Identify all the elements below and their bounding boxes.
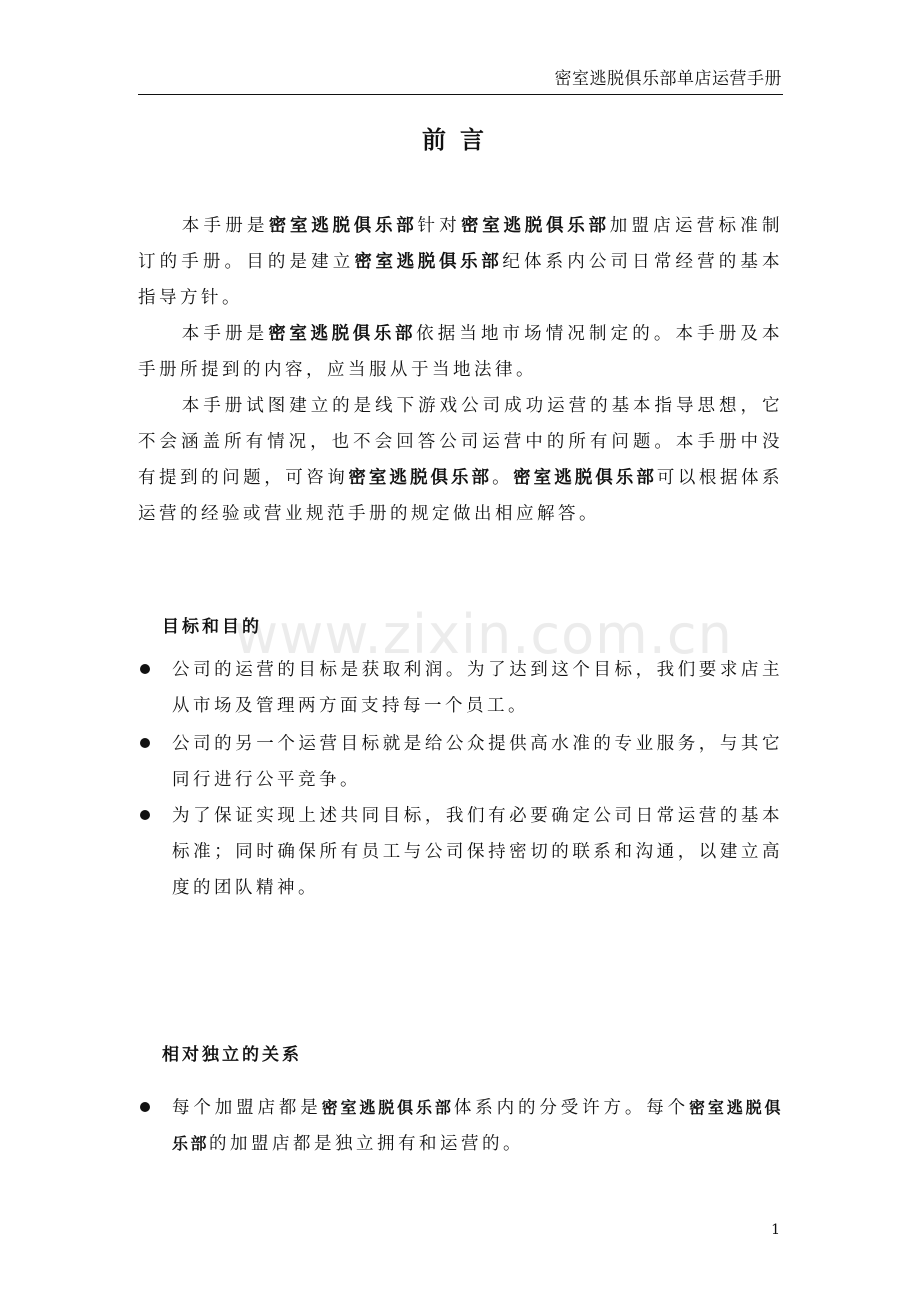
page-number: 1: [771, 1222, 780, 1238]
intro-paragraph-3: [138, 388, 783, 532]
brand-name: 密室逃脱俱乐部: [348, 468, 493, 488]
brand-name: 密室逃脱俱乐部: [321, 1098, 454, 1117]
list-item: [138, 726, 783, 798]
page-title: 前言: [422, 126, 498, 154]
list-item: [138, 652, 783, 724]
text-run: 针对: [417, 216, 461, 236]
text-run: 本手册是: [181, 216, 269, 236]
text-run: 。: [492, 468, 514, 488]
bullet-icon: [140, 738, 150, 748]
watermark: www.zixin.com.cn: [234, 603, 733, 666]
brand-name: 密室逃脱俱乐部: [268, 324, 417, 344]
bullet-icon: [140, 810, 150, 820]
section-heading-relationship: 相对独立的关系: [162, 1045, 302, 1065]
list-item-text: 为了保证实现上述共同目标，我们有必要确定公司日常运营的基本标准；同时确保所有员工与公司保持密切的联系和沟通，以建立高度的团队精神。: [172, 806, 783, 898]
text-run: 体系内的分受许方。每个: [453, 1098, 689, 1118]
text-run: 每个加盟店都是: [172, 1098, 322, 1118]
text-run: 依据当地市场情况制定的。本手册及本手册所提到的内容，应当服从于当地法律。: [138, 324, 784, 380]
brand-name: 密室逃脱俱乐部: [461, 216, 610, 236]
bullet-icon: [140, 1102, 150, 1112]
text-run: 加盟店运营标准制订的手册。目的是建立: [138, 216, 783, 272]
brand-name: 密室逃脱俱乐部: [354, 252, 503, 272]
text-run: 的加盟店都是独立拥有和运营的。: [209, 1134, 525, 1154]
intro-paragraph-2: [138, 316, 783, 388]
brand-name: 密室逃脱俱乐部: [513, 468, 657, 488]
intro-paragraph-1: [138, 208, 783, 316]
section-heading-goals: 目标和目的: [162, 617, 262, 637]
list-item-text: [172, 1090, 783, 1162]
list-item: [138, 798, 783, 906]
list-item-text: 公司的另一个运营目标就是给公众提供高水准的专业服务，与其它同行进行公平竞争。: [172, 734, 783, 790]
bullet-icon: [140, 664, 150, 674]
header-title: 密室逃脱俱乐部单店运营手册: [554, 69, 782, 89]
text-run: 本手册试图建立的是线下游戏公司成功运营的基本指导思想，它不会涵盖所有情况，也不会回答公司运营中的所有问题。本手册中没有提到的问题，可咨询: [138, 396, 783, 488]
text-run: 纪体系内公司日常经营的基本指导方针。: [138, 252, 784, 308]
list-item: [138, 1090, 783, 1162]
text-run: 可以根据体系运营的经验或营业规范手册的规定做出相应解答。: [138, 468, 784, 524]
brand-name: 密室逃脱俱乐部: [268, 216, 418, 236]
list-item-text: 公司的运营的目标是获取利润。为了达到这个目标，我们要求店主从市场及管理两方面支持每一个员工。: [172, 660, 783, 716]
header-divider: [138, 94, 783, 95]
text-run: 本手册是: [181, 324, 269, 344]
brand-name: 密室逃脱俱乐部: [172, 1098, 783, 1153]
